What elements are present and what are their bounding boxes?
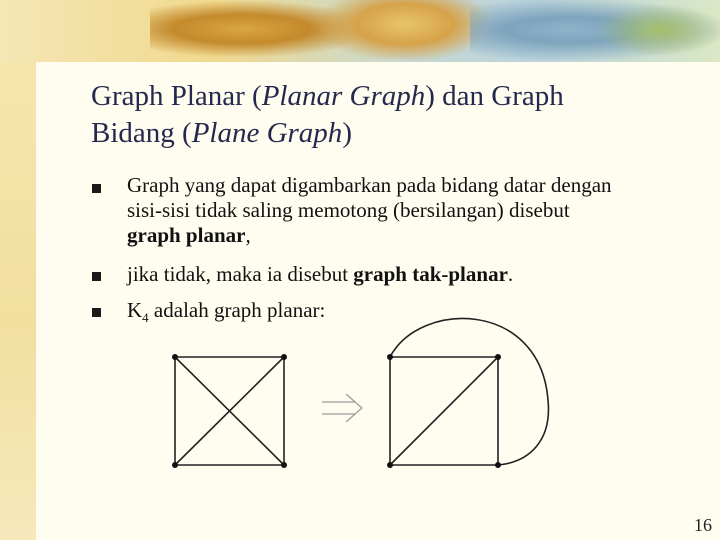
page-number: 16 xyxy=(694,515,712,535)
graph-vertex xyxy=(495,462,501,468)
graph-edge-arc xyxy=(390,319,548,465)
graph-vertex xyxy=(387,354,393,360)
slide-title: Graph Planar (Planar Graph) dan Graph Bidang (Plane Graph) xyxy=(91,80,564,149)
bullet-text: Graph yang dapat digambarkan pada bidang datar dengan sisi-sisi tidak saling memotong (bersilangan) disebut graph planar, xyxy=(127,173,612,247)
k4-planar-drawing xyxy=(390,319,548,465)
bullet-text: jika tidak, maka ia disebut graph tak-planar. xyxy=(127,262,514,286)
graph-vertex xyxy=(172,462,178,468)
graph-vertex xyxy=(495,354,501,360)
graph-vertex xyxy=(172,354,178,360)
graph-edge xyxy=(390,357,498,465)
graph-vertex xyxy=(281,462,287,468)
k4-crossing-drawing xyxy=(175,357,284,465)
graph-vertex xyxy=(387,462,393,468)
implies-arrow-icon xyxy=(322,394,362,422)
bullet-text: $K_4$ adalah graph planar: xyxy=(127,298,326,325)
graph-vertex xyxy=(281,354,287,360)
